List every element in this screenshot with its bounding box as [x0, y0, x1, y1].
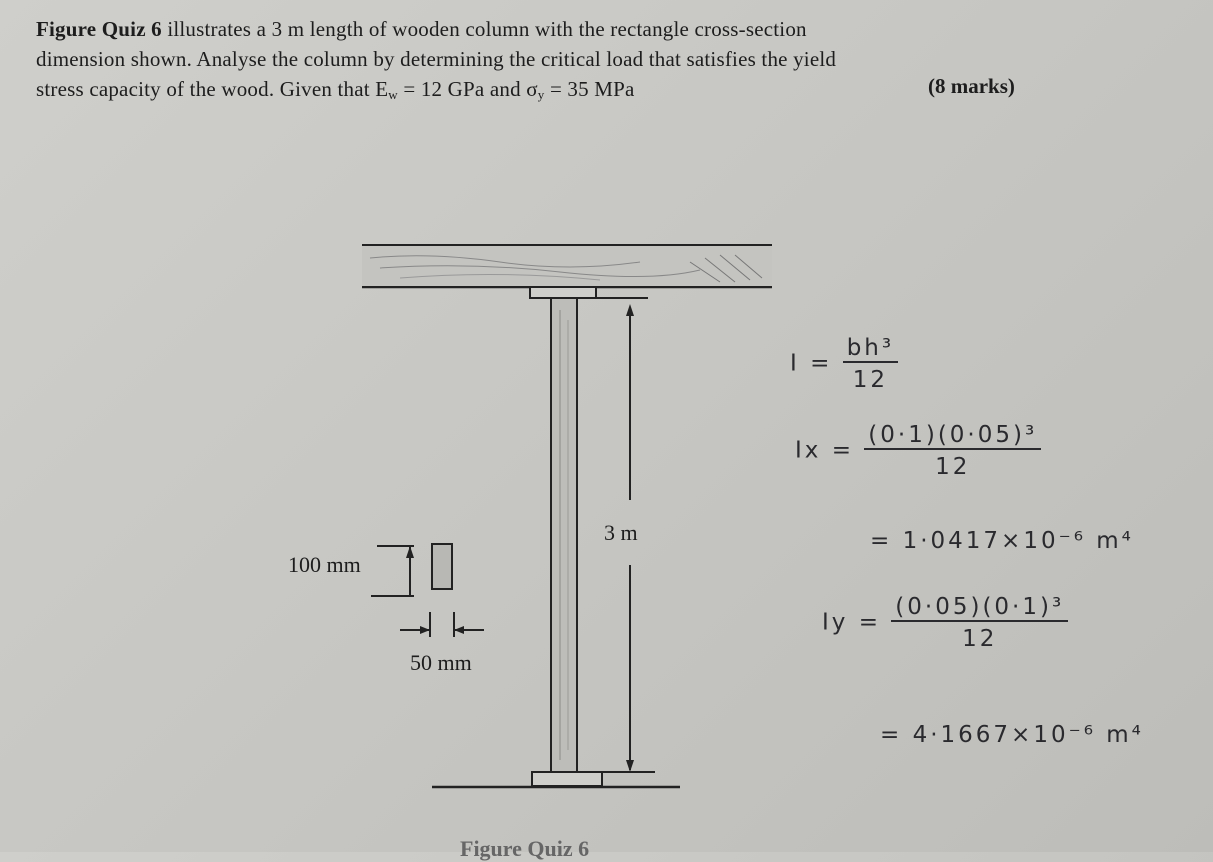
moment-of-inertia-formula: I = $\frac{\text{bh³}}{12}$	[790, 335, 898, 393]
question-line-1: Figure Quiz 6 illustrates a 3 m length of wooden column with the rectangle cross-section	[36, 17, 807, 41]
question-line-3: stress capacity of the wood. Given that $E_w = 12$ GPa and $\sigma_y = 35$ MPa	[36, 77, 635, 102]
ix-result: = 1·0417×10⁻⁶ m⁴	[870, 528, 1134, 554]
bottom-cap	[532, 772, 602, 786]
iy-calculation: Iy = $\frac{\text{(0·05)(0·1)³}}{12}$	[822, 594, 1068, 652]
top-cap	[530, 287, 596, 298]
length-label: 3 m	[604, 520, 638, 545]
top-beam	[362, 245, 772, 287]
figure-reference: Figure Quiz 6	[36, 17, 162, 41]
iy-result: = 4·1667×10⁻⁶ m⁴	[880, 722, 1144, 748]
marks-label: (8 marks)	[928, 74, 1015, 98]
elastic-modulus-value: = 12 GPa	[403, 77, 485, 101]
wooden-column	[551, 298, 577, 772]
cross-section	[371, 544, 484, 637]
question-line-2: dimension shown. Analyse the column by determining the critical load that satisfies the yield	[36, 47, 837, 71]
width-label: 50 mm	[410, 650, 472, 675]
ix-calculation: Ix = $\frac{\text{(0·1)(0·05)³}}{12}$	[795, 422, 1041, 480]
height-label: 100 mm	[288, 552, 361, 577]
yield-stress-value: = 35 MPa	[549, 77, 635, 101]
figure-caption: Figure Quiz 6	[460, 836, 590, 861]
